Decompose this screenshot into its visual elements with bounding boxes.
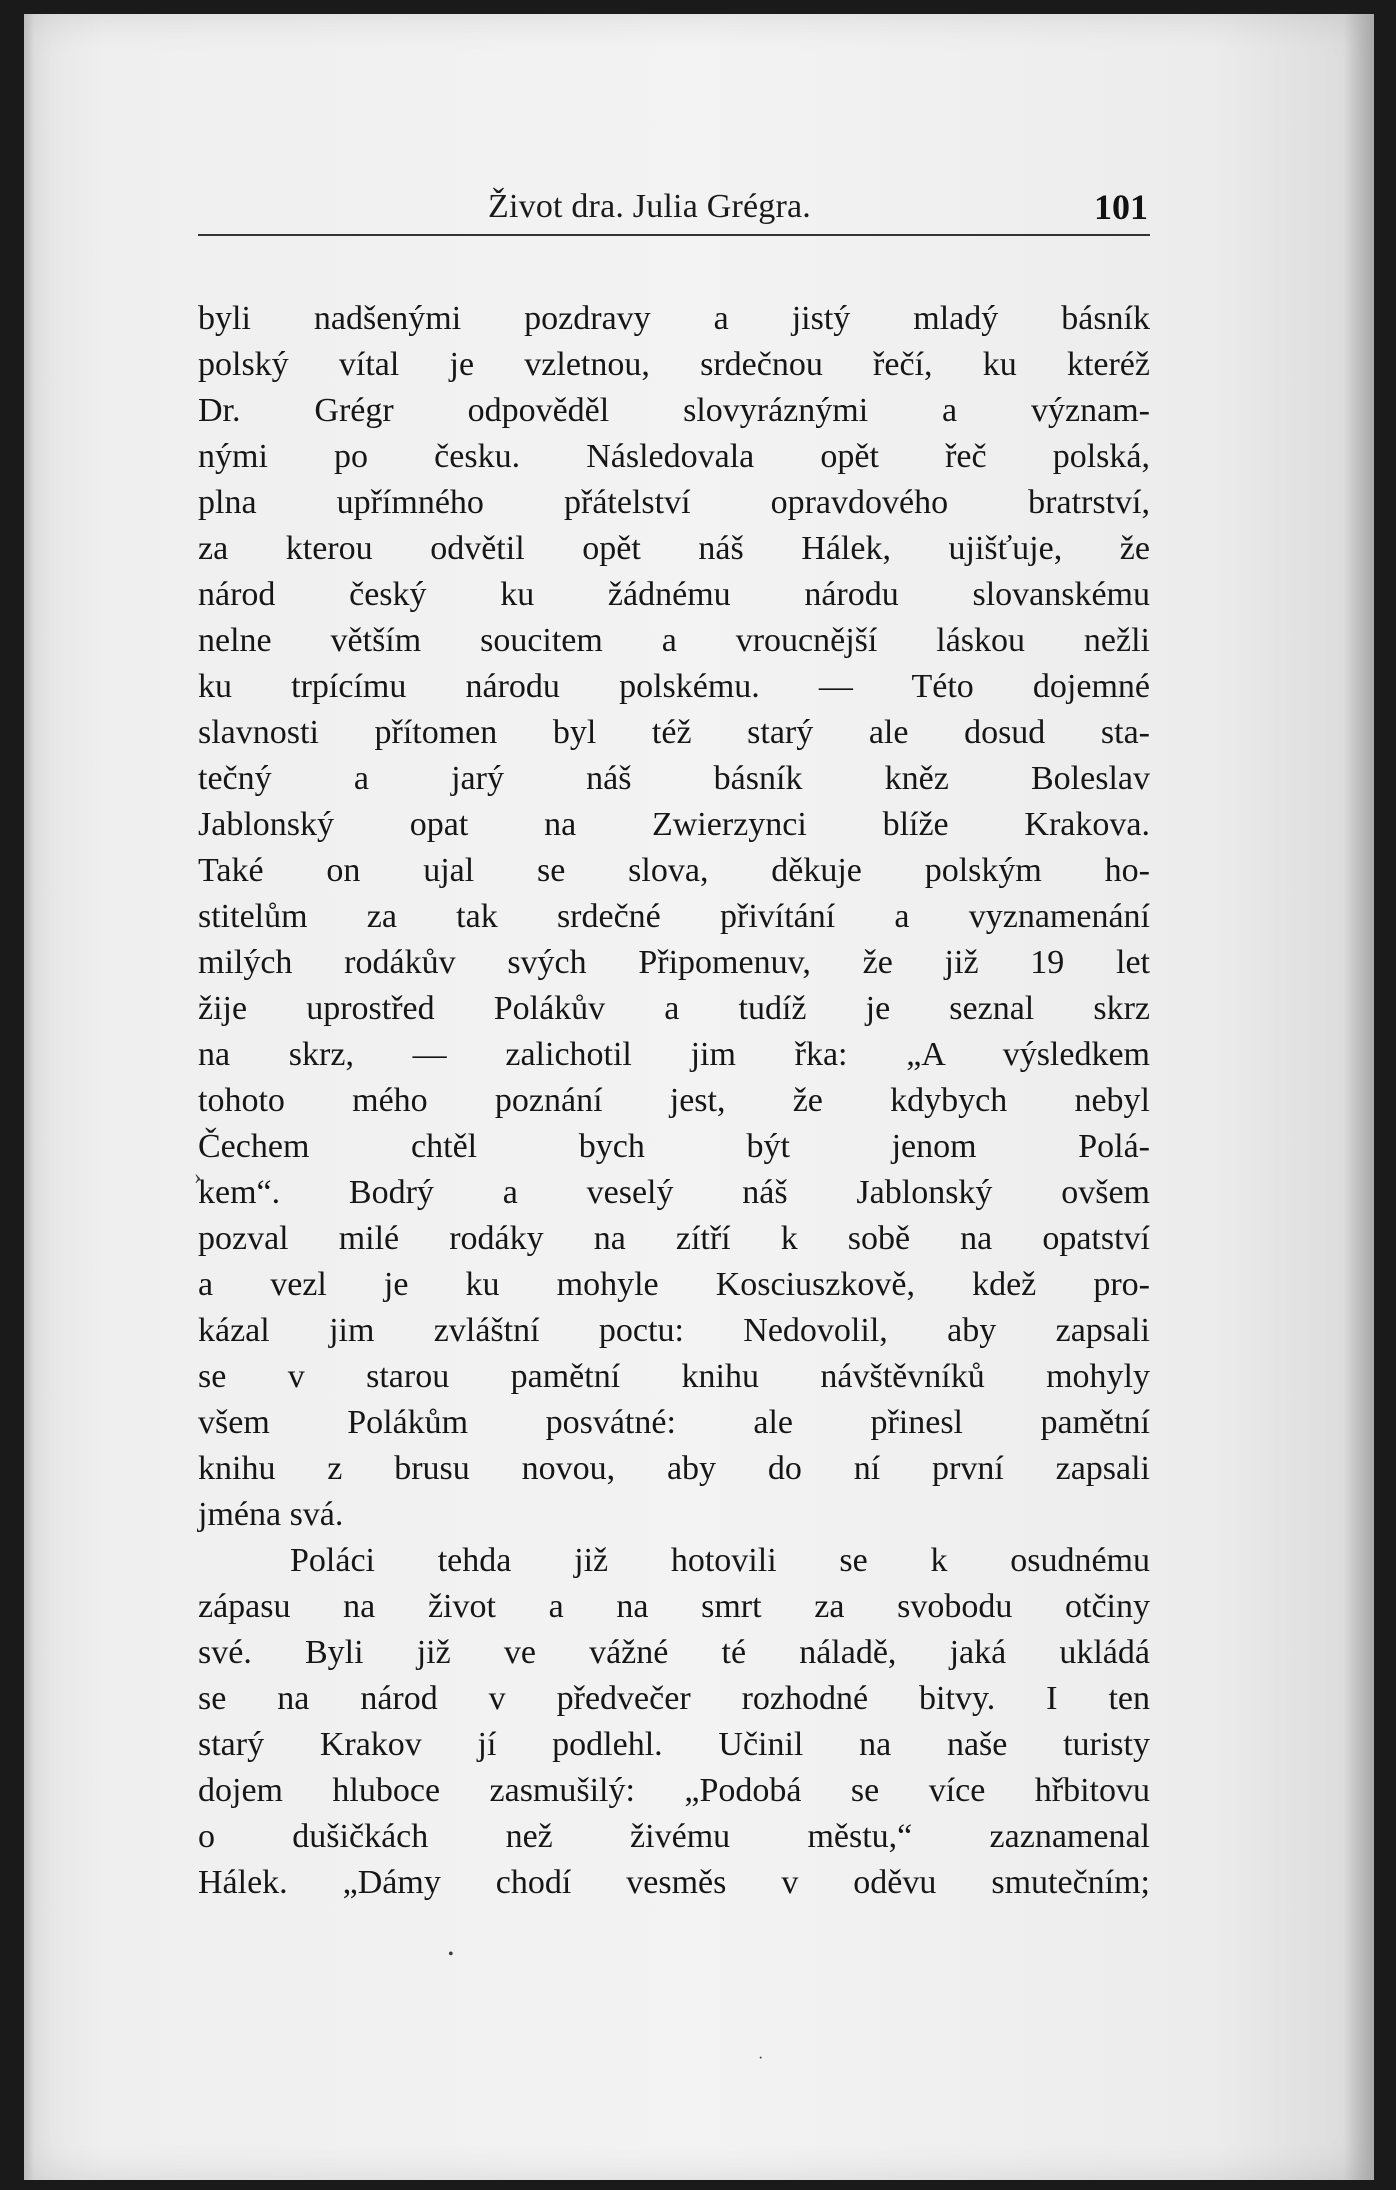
text-line: Dr. Grégr odpověděl slovyráznými a význam- [198,392,1150,429]
text-line: Jablonský opat na Zwierzynci blíže Krakova. [198,806,1150,843]
text-line: byli nadšenými pozdravy a jistý mladý básník [198,300,1150,337]
text-line: tečný a jarý náš básník kněz Boleslav [198,760,1150,797]
page-edge-shadow [1344,14,1374,2180]
text-line: polský vítal je vzletnou, srdečnou řečí, ku kteréž [198,346,1150,383]
text-line: tohoto mého poznání jest, že kdybych nebyl [198,1082,1150,1119]
text-line: Hálek. „Dámy chodí vesměs v oděvu smutečním; [198,1864,1150,1901]
text-line: žije uprostřed Polákův a tudíž je seznal skrz [198,990,1150,1027]
text-line: kázal jim zvláštní poctu: Nedovolil, aby zapsali [198,1312,1150,1349]
text-line: starý Krakov jí podlehl. Učinil na naše turisty [198,1726,1150,1763]
margin-speck: › [194,1164,202,1189]
text-line: nými po česku. Následovala opět řeč polská, [198,438,1150,475]
text-line: nelne větším soucitem a vroucnější láskou nežli [198,622,1150,659]
text-line: a vezl je ku mohyle Kosciuszkově, kdež pro- [198,1266,1150,1303]
text-line: všem Polákům posvátné: ale přinesl pamětní [198,1404,1150,1441]
text-line: Také on ujal se slova, děkuje polským ho- [198,852,1150,889]
header-rule [198,234,1150,236]
paragraph-end-line: jména svá. [198,1496,344,1533]
text-line: pozval milé rodáky na zítří k sobě na opatství [198,1220,1150,1257]
text-line: Čechem chtěl bych být jenom Polá- [198,1128,1150,1165]
running-title: Život dra. Julia Grégra. [488,188,811,225]
page-gutter-shadow [24,14,34,2180]
text-line: plna upřímného přátelství opravdového bratrství, [198,484,1150,521]
text-line: knihu z brusu novou, aby do ní první zapsali [198,1450,1150,1487]
text-line: milých rodákův svých Připomenuv, že již 19 let [198,944,1150,981]
text-line: se v starou pamětní knihu návštěvníků mohyly [198,1358,1150,1395]
text-line: o dušičkách než živému městu,“ zaznamenal [198,1818,1150,1855]
text-line: slavnosti přítomen byl též starý ale dosud sta- [198,714,1150,751]
text-line: za kterou odvětil opět náš Hálek, ujišťuje, že [198,530,1150,567]
scan-speck: · [758,2050,764,2067]
text-line: dojem hluboce zasmušilý: „Podobá se více hřbitovu [198,1772,1150,1809]
text-line: své. Byli již ve vážné té náladě, jaká ukládá [198,1634,1150,1671]
page-number: 101 [1094,187,1148,227]
text-line: ku trpícímu národu polskému. — Této dojemné [198,668,1150,705]
running-head [198,182,1150,232]
paragraph-start-line: Poláci tehda již hotovili se k osudnému [290,1542,1150,1579]
scan-speck: • [448,1946,454,1963]
text-line: stitelům za tak srdečné přivítání a vyznamenání [198,898,1150,935]
text-line: na skrz, — zalichotil jim řka: „A výsledkem [198,1036,1150,1073]
text-line: zápasu na život a na smrt za svobodu otčiny [198,1588,1150,1625]
body-text [198,296,1150,1906]
text-line: se na národ v předvečer rozhodné bitvy. I ten [198,1680,1150,1717]
text-line: kem“. Bodrý a veselý náš Jablonský ovšem [198,1174,1150,1211]
text-line: národ český ku žádnému národu slovanskému [198,576,1150,613]
